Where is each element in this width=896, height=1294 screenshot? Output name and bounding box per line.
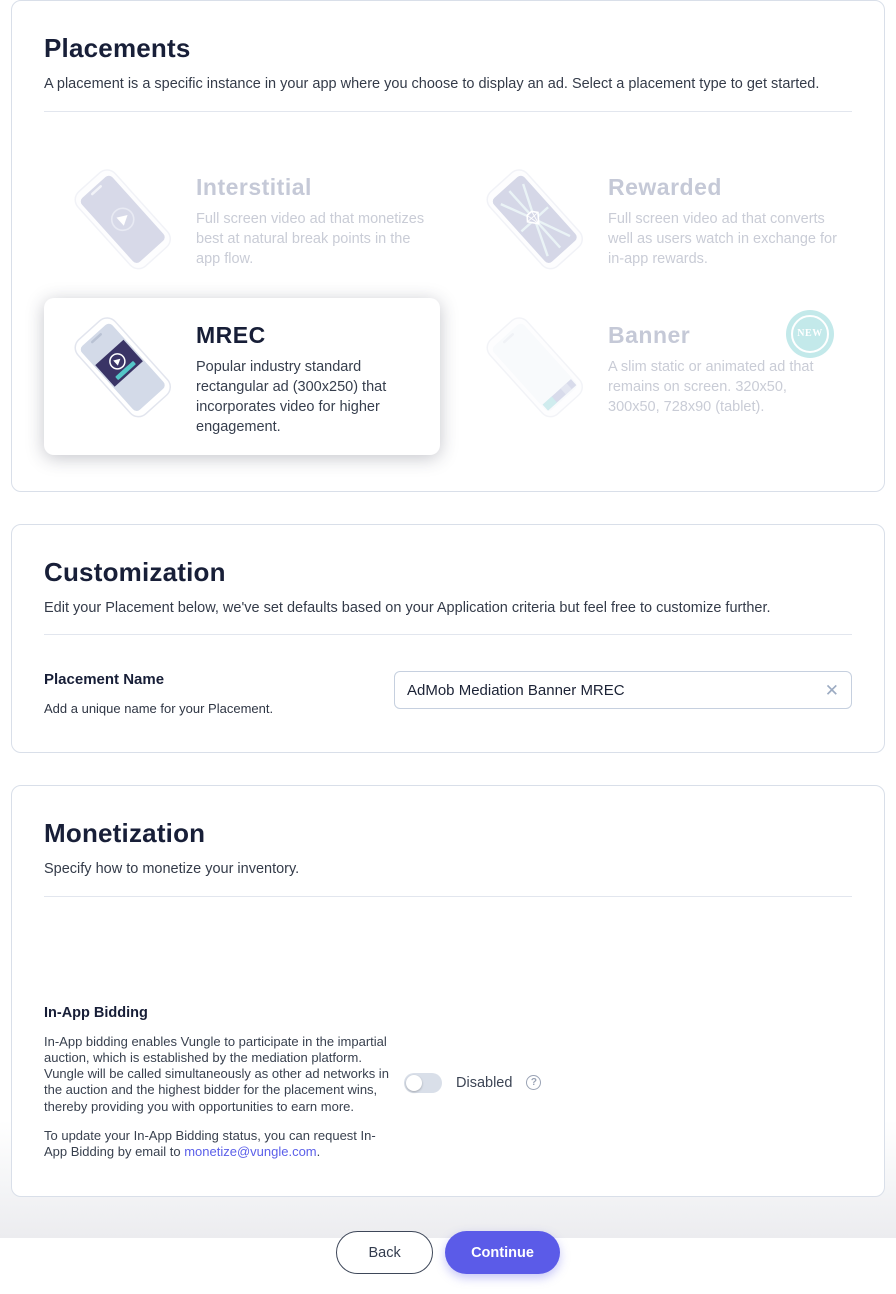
placement-type-grid	[44, 150, 852, 455]
placement-name-label-col	[44, 671, 394, 716]
interstitial-text	[196, 168, 426, 269]
banner-title: Banner	[608, 321, 691, 348]
back-button[interactable]: Back	[336, 1231, 433, 1274]
continue-button[interactable]: Continue	[445, 1231, 560, 1274]
divider	[44, 111, 852, 112]
in-app-bidding-row	[44, 1005, 852, 1161]
note-suffix: .	[316, 1144, 321, 1160]
in-app-bidding-control-col	[394, 1005, 852, 1161]
toggle-knob	[406, 1075, 422, 1091]
placement-tile-mrec[interactable]	[44, 298, 440, 455]
monetize-email-link[interactable]: monetize@vungle.com	[184, 1144, 317, 1160]
placement-name-help: Add a unique name for your Placement.	[44, 701, 274, 717]
note-prefix: To update your In-App Bidding status, you can request In-App Bidding by email to	[44, 1127, 376, 1160]
mrec-description: Popular industry standard rectangular ad (300x250) that incorporates video for higher engagement.	[196, 358, 387, 435]
footer-actions	[0, 1231, 896, 1294]
mrec-text	[196, 316, 426, 437]
placement-tile-interstitial[interactable]	[44, 150, 440, 290]
divider	[44, 896, 852, 897]
placement-name-label: Placement Name	[44, 671, 165, 689]
customization-subtitle: Edit your Placement below, we've set defaults based on your Application criteria but feel free to customize further.	[44, 599, 771, 616]
interstitial-description: Full screen video ad that monetizes best at natural break points in the app flow.	[196, 210, 425, 267]
placement-tile-rewarded[interactable]	[456, 150, 852, 290]
placement-name-input-wrap	[394, 671, 852, 709]
placements-subtitle: A placement is a specific instance in your app where you choose to display an ad. Select a placement type to get started.	[44, 76, 820, 92]
placements-title: Placements	[44, 33, 191, 63]
banner-text	[608, 316, 838, 417]
in-app-bidding-note	[44, 1128, 389, 1161]
in-app-bidding-description: In-App bidding enables Vungle to participate in the impartial auction, which is established by the mediation platform. Vungle will be called simultaneously as other ad networks in the auction and the highest bidder for the placement wins, thereby providing you with opportunities to earn more.	[44, 1033, 389, 1114]
placement-tile-banner[interactable]	[456, 298, 852, 455]
monetization-card	[11, 785, 885, 1197]
mrec-phone-icon	[58, 316, 186, 420]
interstitial-phone-icon	[58, 168, 186, 272]
rewarded-phone-icon	[470, 168, 598, 272]
monetization-title: Monetization	[44, 818, 206, 849]
rewarded-title: Rewarded	[608, 173, 722, 200]
in-app-bidding-toggle[interactable]	[404, 1073, 442, 1093]
in-app-bidding-status: Disabled	[456, 1074, 513, 1091]
help-icon[interactable]: ?	[526, 1075, 541, 1090]
mrec-title: MREC	[196, 321, 266, 348]
in-app-bidding-text-col	[44, 1005, 394, 1161]
clear-input-icon[interactable]: ✕	[824, 680, 839, 700]
placement-name-row	[44, 671, 852, 716]
customization-title: Customization	[44, 556, 226, 587]
banner-phone-icon	[470, 316, 598, 420]
rewarded-text	[608, 168, 838, 269]
rewarded-description: Full screen video ad that converts well as users watch in exchange for in-app rewards.	[608, 210, 837, 267]
new-badge: NEW	[786, 310, 834, 358]
placements-card	[11, 0, 885, 492]
monetization-subtitle: Specify how to monetize your inventory.	[44, 861, 300, 878]
in-app-bidding-label: In-App Bidding	[44, 1004, 148, 1021]
divider	[44, 634, 852, 635]
placement-name-input[interactable]	[407, 682, 817, 699]
placement-name-input-col	[394, 671, 852, 716]
banner-description: A slim static or animated ad that remains on screen. 320x50, 300x50, 728x90 (tablet).	[608, 358, 814, 415]
interstitial-title: Interstitial	[196, 173, 312, 200]
customization-card	[11, 524, 885, 754]
